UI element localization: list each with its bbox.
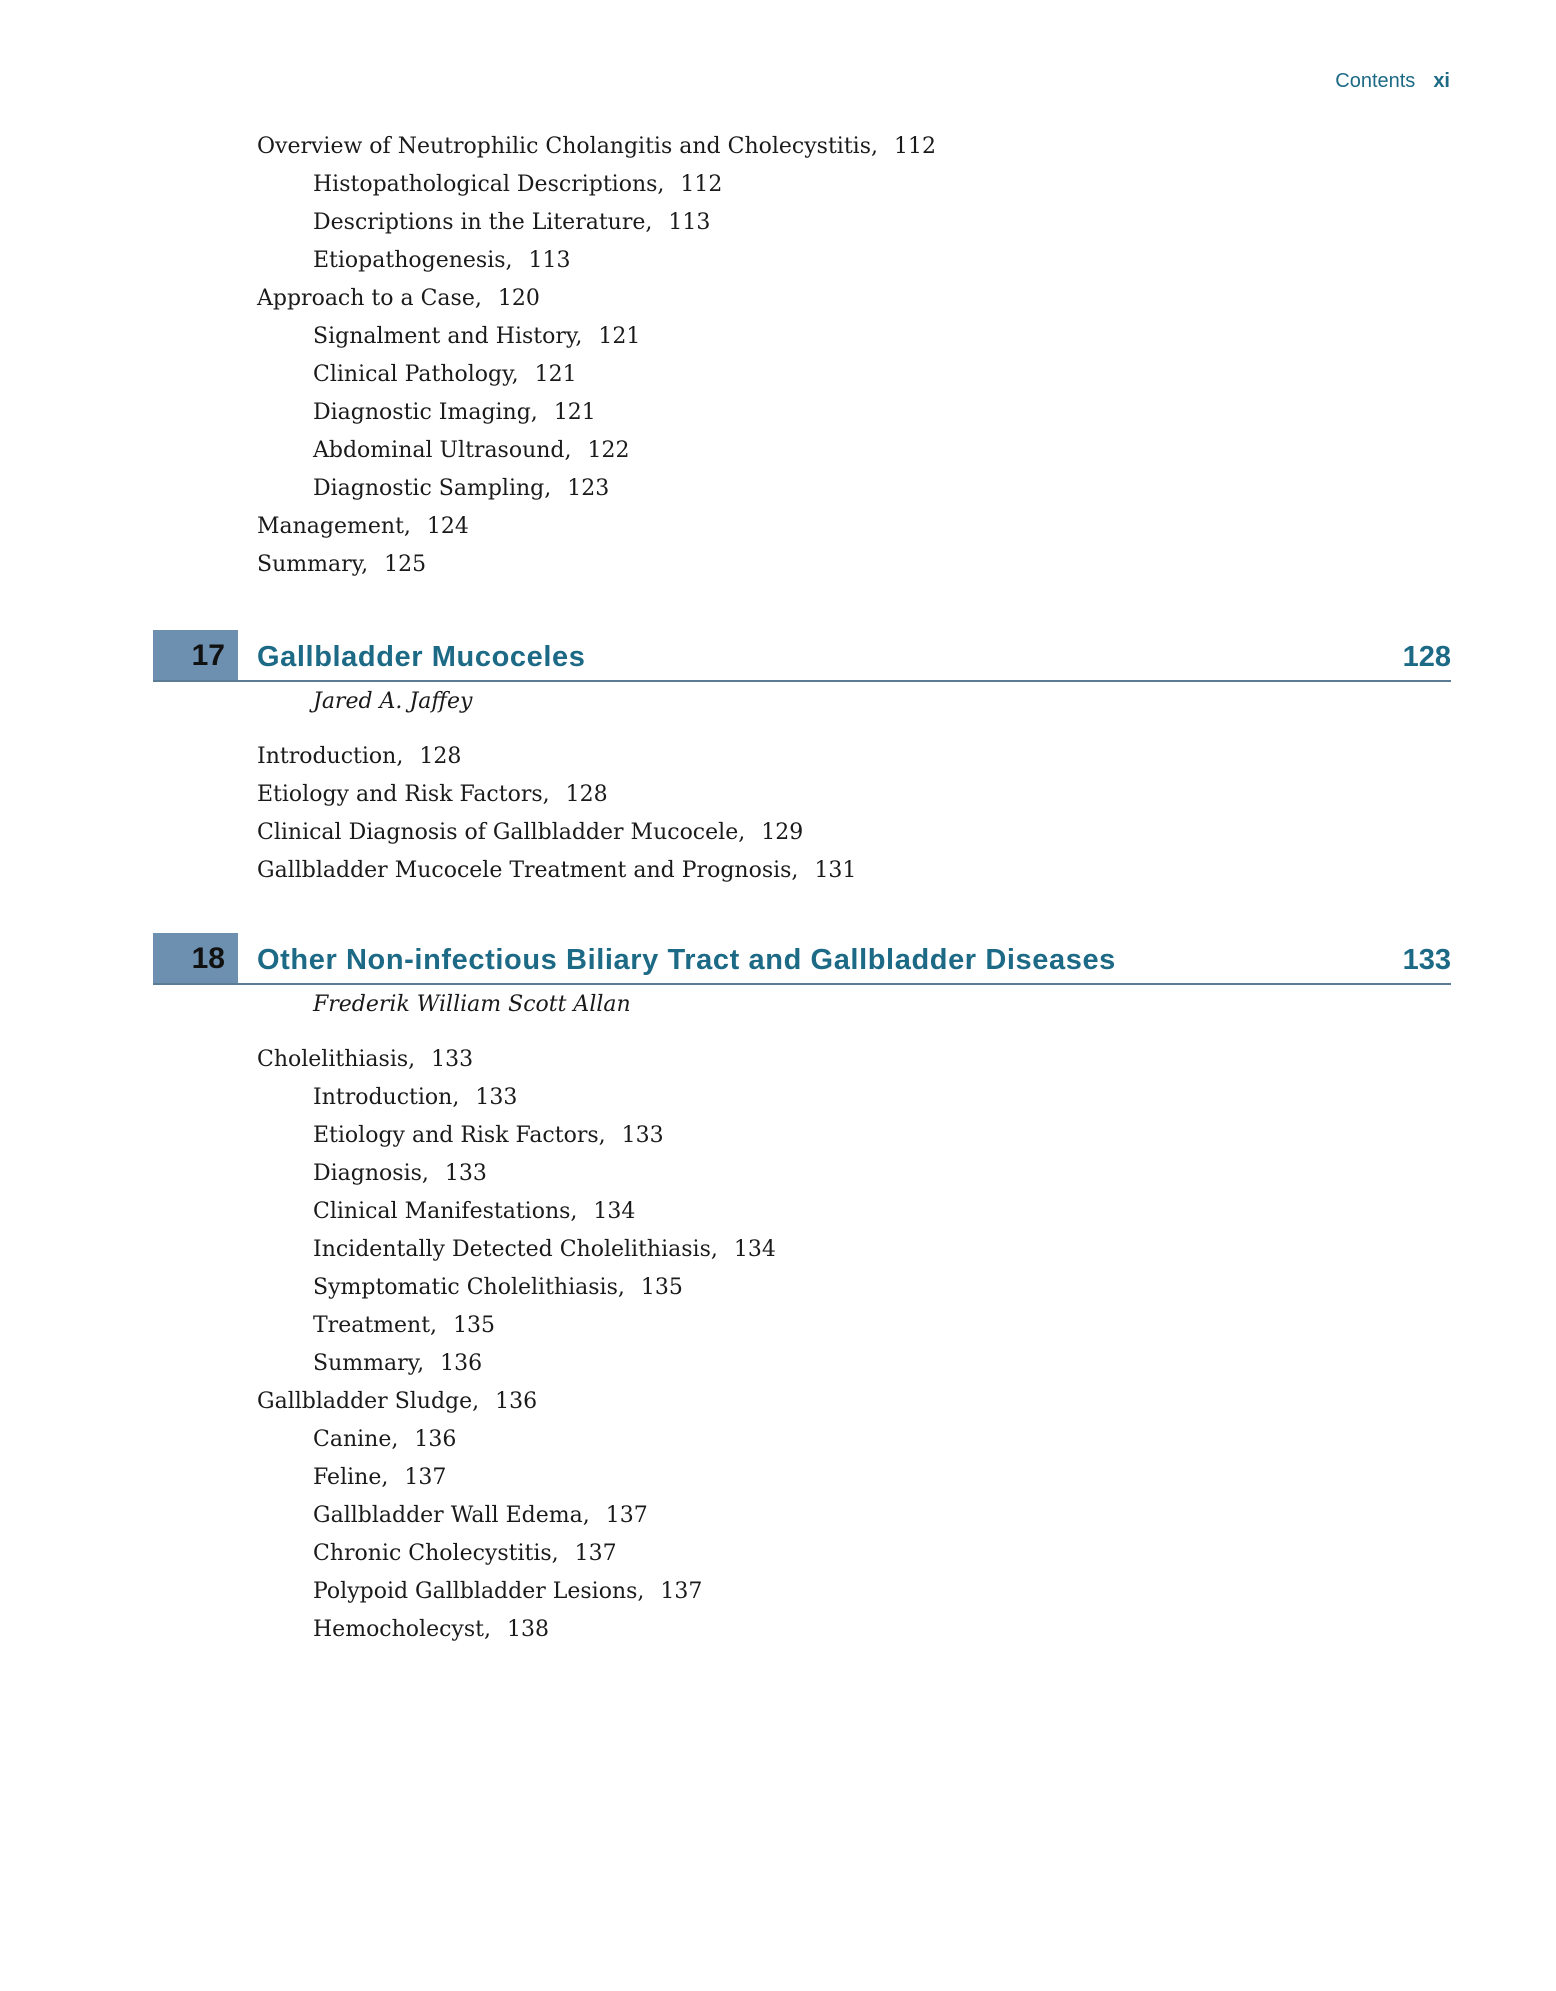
toc-entry[interactable]	[0, 280, 1556, 318]
toc-entry-page-number: 137	[574, 1541, 617, 1566]
toc-entry[interactable]	[0, 1269, 1556, 1307]
chapter-heading-17[interactable]	[153, 630, 1451, 682]
toc-entry-title: Etiology and Risk Factors,	[313, 1123, 606, 1148]
toc-entry-page-number: 124	[426, 514, 469, 539]
toc-entry[interactable]	[0, 814, 1556, 852]
toc-entry[interactable]	[0, 1611, 1556, 1649]
toc-entry[interactable]	[0, 852, 1556, 890]
toc-entry-title: Clinical Manifestations,	[313, 1199, 578, 1224]
toc-entry-page-number: 135	[640, 1275, 683, 1300]
toc-entry[interactable]	[0, 1535, 1556, 1573]
toc-entry-title: Chronic Cholecystitis,	[313, 1541, 559, 1566]
toc-entry-page-number: 133	[475, 1085, 518, 1110]
toc-entry[interactable]	[0, 128, 1556, 166]
toc-entry-title: Etiology and Risk Factors,	[257, 782, 550, 807]
toc-entry-title: Gallbladder Sludge,	[257, 1389, 480, 1414]
toc-entry[interactable]	[0, 1117, 1556, 1155]
toc-entry-title: Introduction,	[257, 744, 404, 769]
toc-entry-title: Clinical Diagnosis of Gallbladder Mucocele,	[257, 820, 746, 845]
toc-entry[interactable]	[0, 1459, 1556, 1497]
toc-entry-page-number: 128	[419, 744, 462, 769]
toc-entry-page-number: 135	[453, 1313, 496, 1338]
running-head-label: Contents	[1335, 70, 1416, 92]
toc-entry[interactable]	[0, 204, 1556, 242]
toc-entry-title: Clinical Pathology,	[313, 362, 519, 387]
toc-entry-title: Treatment,	[313, 1313, 438, 1338]
toc-entry-page-number: 113	[528, 248, 571, 273]
toc-entry[interactable]	[0, 166, 1556, 204]
toc-entry-page-number: 133	[431, 1047, 474, 1072]
toc-entry-page-number: 136	[440, 1351, 483, 1376]
toc-entry[interactable]	[0, 738, 1556, 776]
running-head-page-number: xi	[1433, 70, 1450, 92]
toc-entry-page-number: 138	[506, 1617, 549, 1642]
toc-entry[interactable]	[0, 242, 1556, 280]
toc-entry[interactable]	[0, 318, 1556, 356]
toc-entry[interactable]	[0, 1497, 1556, 1535]
toc-entry[interactable]	[0, 1573, 1556, 1611]
toc-entry-page-number: 121	[553, 400, 596, 425]
toc-entry-page-number: 133	[621, 1123, 664, 1148]
toc-entry-title: Summary,	[257, 552, 369, 577]
toc-entry-title: Diagnosis,	[313, 1161, 429, 1186]
toc-entry[interactable]	[0, 776, 1556, 814]
toc-entry-title: Symptomatic Cholelithiasis,	[313, 1275, 625, 1300]
chapter-number: 18	[153, 933, 238, 983]
toc-entry-title: Histopathological Descriptions,	[313, 172, 665, 197]
toc-entry[interactable]	[0, 508, 1556, 546]
toc-entry-page-number: 112	[894, 134, 936, 159]
chapter-heading-18[interactable]	[153, 933, 1451, 985]
toc-entry-title: Signalment and History,	[313, 324, 583, 349]
toc-entry[interactable]	[0, 1041, 1556, 1079]
toc-entry-page-number: 125	[384, 552, 427, 577]
toc-entry-page-number: 137	[660, 1579, 703, 1604]
chapter-title: Other Non-infectious Biliary Tract and Gallbladder Diseases	[257, 944, 1116, 976]
toc-section-chapter-18	[0, 1041, 1556, 1649]
toc-entry-page-number: 131	[814, 858, 857, 883]
toc-entry-title: Descriptions in the Literature,	[313, 210, 653, 235]
toc-entry-page-number: 121	[534, 362, 577, 387]
toc-entry[interactable]	[0, 1345, 1556, 1383]
toc-entry-title: Diagnostic Sampling,	[313, 476, 552, 501]
toc-entry[interactable]	[0, 1383, 1556, 1421]
running-head	[1335, 70, 1450, 93]
toc-entry-title: Summary,	[313, 1351, 425, 1376]
toc-entry[interactable]	[0, 1421, 1556, 1459]
toc-entry-title: Canine,	[313, 1427, 399, 1452]
chapter-title: Gallbladder Mucoceles	[257, 641, 586, 673]
toc-entry-title: Abdominal Ultrasound,	[313, 438, 572, 463]
toc-entry-page-number: 129	[761, 820, 804, 845]
toc-entry-title: Overview of Neutrophilic Cholangitis and Cholecystitis,	[257, 134, 878, 159]
toc-entry-title: Cholelithiasis,	[257, 1047, 416, 1072]
toc-entry-page-number: 123	[567, 476, 610, 501]
toc-entry-page-number: 137	[605, 1503, 648, 1528]
toc-entry-title: Approach to a Case,	[257, 286, 482, 311]
toc-entry-page-number: 113	[668, 210, 711, 235]
toc-entry[interactable]	[0, 356, 1556, 394]
toc-entry-page-number: 137	[404, 1465, 447, 1490]
toc-entry-title: Management,	[257, 514, 411, 539]
toc-entry-page-number: 121	[598, 324, 641, 349]
toc-section-chapter-17	[0, 738, 1556, 890]
toc-entry[interactable]	[0, 1155, 1556, 1193]
toc-entry-page-number: 134	[733, 1237, 776, 1262]
toc-entry-title: Diagnostic Imaging,	[313, 400, 538, 425]
toc-entry-title: Gallbladder Mucocele Treatment and Prognosis,	[257, 858, 799, 883]
chapter-page-number: 128	[1402, 641, 1451, 673]
toc-entry-page-number: 134	[593, 1199, 636, 1224]
toc-entry-title: Etiopathogenesis,	[313, 248, 513, 273]
toc-entry[interactable]	[0, 432, 1556, 470]
toc-entry-page-number: 128	[565, 782, 608, 807]
toc-section-continued	[0, 128, 1556, 584]
toc-entry-title: Gallbladder Wall Edema,	[313, 1503, 590, 1528]
chapter-author: Jared A. Jaffey	[313, 689, 473, 714]
toc-entry[interactable]	[0, 394, 1556, 432]
toc-entry-page-number: 136	[495, 1389, 538, 1414]
toc-entry-title: Feline,	[313, 1465, 389, 1490]
chapter-page-number: 133	[1402, 944, 1451, 976]
toc-entry-title: Hemocholecyst,	[313, 1617, 491, 1642]
toc-entry-title: Polypoid Gallbladder Lesions,	[313, 1579, 645, 1604]
toc-entry-page-number: 133	[444, 1161, 487, 1186]
toc-entry[interactable]	[0, 1079, 1556, 1117]
chapter-author: Frederik William Scott Allan	[313, 992, 631, 1017]
toc-entry[interactable]	[0, 1193, 1556, 1231]
toc-entry[interactable]	[0, 1307, 1556, 1345]
toc-entry[interactable]	[0, 470, 1556, 508]
toc-entry-title: Incidentally Detected Cholelithiasis,	[313, 1237, 718, 1262]
toc-entry-page-number: 122	[587, 438, 630, 463]
toc-entry-page-number: 120	[497, 286, 540, 311]
toc-entry[interactable]	[0, 1231, 1556, 1269]
toc-entry-page-number: 136	[414, 1427, 457, 1452]
chapter-number: 17	[153, 630, 238, 680]
toc-entry[interactable]	[0, 546, 1556, 584]
toc-entry-page-number: 112	[680, 172, 723, 197]
toc-entry-title: Introduction,	[313, 1085, 460, 1110]
